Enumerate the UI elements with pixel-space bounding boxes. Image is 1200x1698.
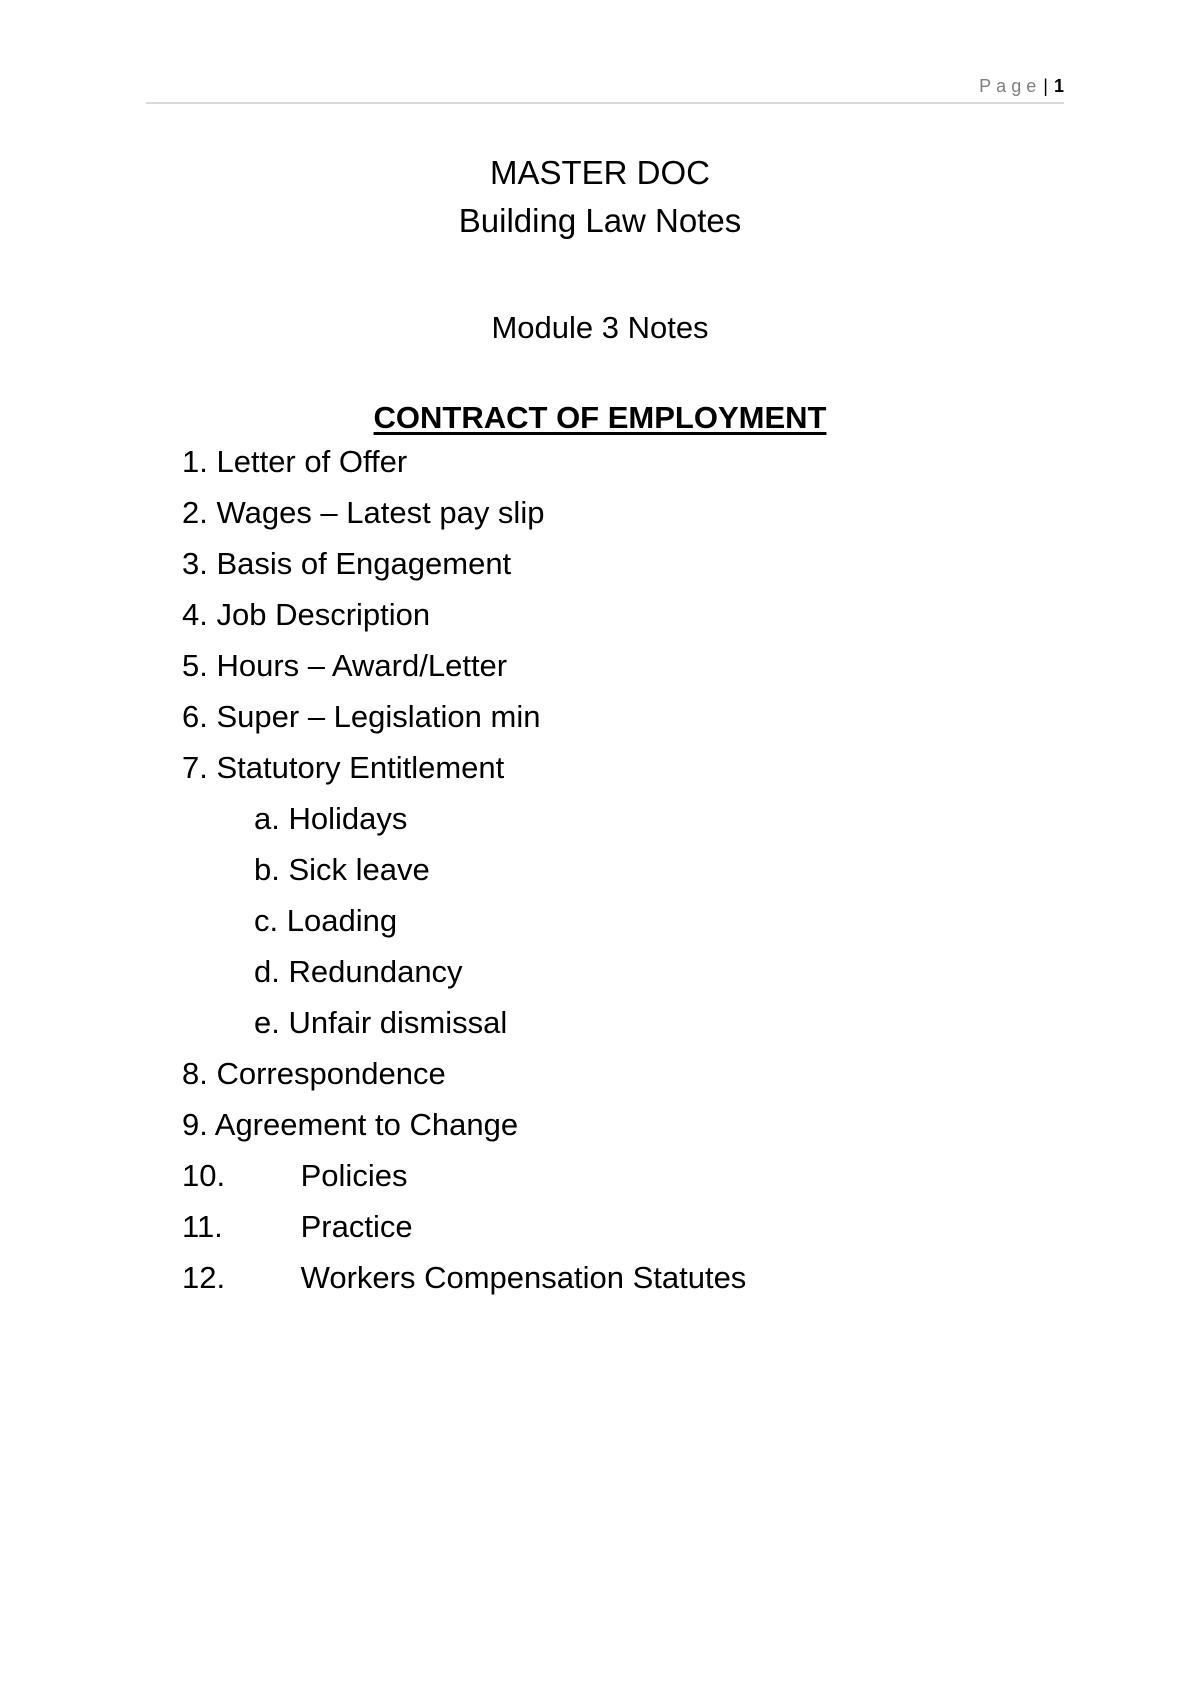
sub-list-item	[254, 901, 397, 941]
sub-list-item	[254, 799, 407, 839]
list-marker: 8.	[182, 1056, 208, 1091]
list-marker: 1.	[182, 444, 208, 479]
list-marker: 3.	[182, 546, 208, 581]
list-item-text: Basis of Engagement	[216, 546, 512, 581]
list-item-text: Job Description	[216, 597, 431, 632]
section-heading: CONTRACT OF EMPLOYMENT	[373, 400, 827, 435]
list-marker: 11.	[182, 1209, 223, 1244]
list-item-text: Hours – Award/Letter	[216, 648, 508, 683]
list-marker: c.	[254, 903, 279, 938]
list-marker: 5.	[182, 648, 208, 683]
list-item-text: Unfair dismissal	[288, 1005, 508, 1040]
list-item	[182, 1156, 407, 1196]
list-marker: 2.	[182, 495, 208, 530]
list-item	[182, 697, 540, 737]
list-item	[182, 1207, 413, 1247]
page-word: Page	[979, 76, 1042, 96]
page-header	[146, 72, 1064, 104]
sub-list-item	[254, 850, 430, 890]
page-number: 1	[1053, 76, 1064, 96]
list-item	[182, 493, 544, 533]
list-item-text: Correspondence	[216, 1056, 446, 1091]
list-item	[182, 1258, 746, 1298]
list-item-text: Policies	[300, 1158, 408, 1193]
list-item	[182, 442, 407, 482]
list-item-text: Practice	[300, 1209, 413, 1244]
list-item-text: Loading	[286, 903, 398, 938]
list-marker: 12.	[182, 1260, 226, 1295]
list-marker: d.	[254, 954, 280, 989]
page-number-label	[979, 76, 1064, 97]
module-label: Module 3 Notes	[491, 310, 709, 345]
list-item	[182, 646, 507, 686]
list-marker: 10.	[182, 1158, 226, 1193]
list-item-text: Agreement to Change	[214, 1107, 519, 1142]
list-item	[182, 1105, 518, 1145]
list-marker: a.	[254, 801, 280, 836]
list-marker: 9.	[182, 1107, 208, 1142]
list-item-text: Statutory Entitlement	[216, 750, 505, 785]
list-item-text: Redundancy	[288, 954, 463, 989]
document-subtitle: Building Law Notes	[458, 202, 742, 239]
list-item-text: Sick leave	[288, 852, 430, 887]
list-marker: 6.	[182, 699, 208, 734]
list-item-text: Super – Legislation min	[216, 699, 541, 734]
sub-list-item	[254, 1003, 507, 1043]
document-title: MASTER DOC	[489, 154, 710, 191]
list-marker: 4.	[182, 597, 208, 632]
list-item	[182, 1054, 446, 1094]
list-item-text: Holidays	[288, 801, 408, 836]
list-item	[182, 544, 511, 584]
list-item-text: Wages – Latest pay slip	[216, 495, 545, 530]
list-marker: e.	[254, 1005, 280, 1040]
list-marker: 7.	[182, 750, 208, 785]
page-separator: |	[1043, 76, 1048, 96]
list-marker: b.	[254, 852, 280, 887]
list-item	[182, 595, 430, 635]
sub-list-item	[254, 952, 463, 992]
list-item	[182, 748, 504, 788]
list-item-text: Letter of Offer	[216, 444, 408, 479]
list-item-text: Workers Compensation Statutes	[300, 1260, 747, 1295]
